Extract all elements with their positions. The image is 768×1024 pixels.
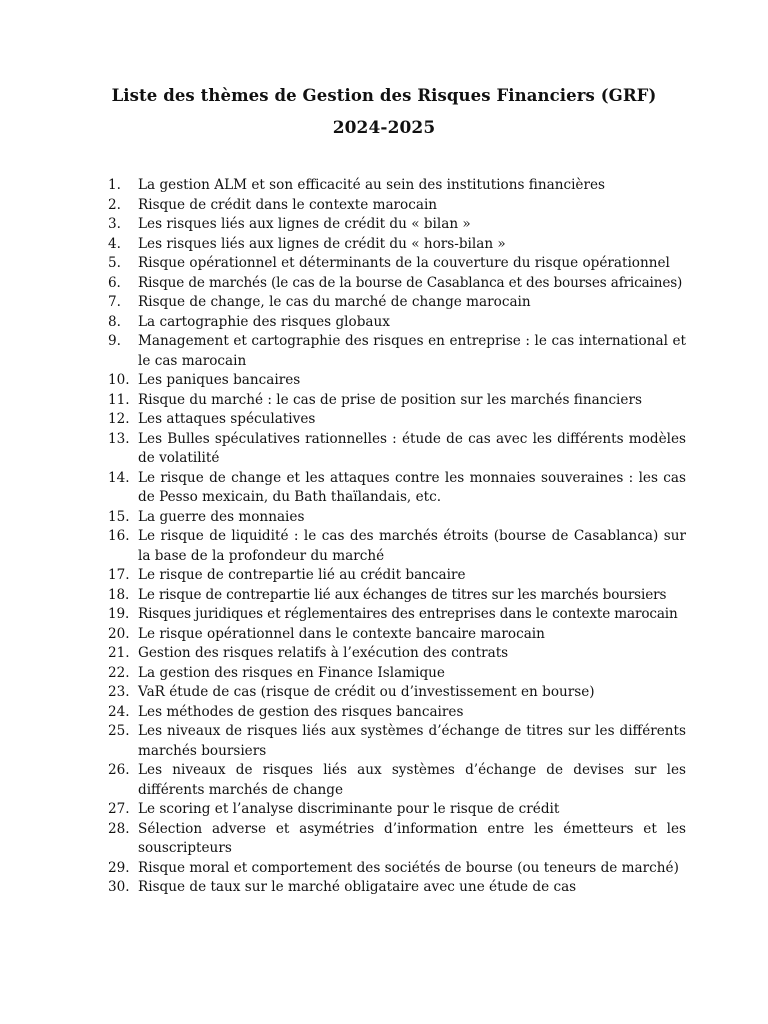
theme-item — [108, 586, 686, 606]
theme-number: 15. — [108, 508, 130, 525]
theme-number: 25. — [108, 723, 130, 739]
theme-item — [108, 391, 686, 411]
theme-number: 22. — [108, 664, 130, 681]
theme-number: 18. — [108, 586, 130, 603]
theme-number: 3. — [108, 216, 121, 232]
theme-text: Risque moral et comportement des sociétés de bourse (ou teneurs de marché) — [138, 859, 679, 876]
theme-number: 17. — [108, 567, 130, 583]
theme-number: 2. — [108, 196, 121, 213]
theme-item — [108, 878, 686, 898]
theme-text: Le scoring et l’analyse discriminante pour le risque de crédit — [138, 801, 560, 817]
document-title: Liste des thèmes de Gestion des Risques Financiers (GRF) — [111, 86, 657, 105]
theme-item — [108, 859, 686, 879]
theme-item — [108, 508, 686, 528]
theme-text: Risques juridiques et réglementaires des entreprises dans le contexte marocain — [138, 606, 678, 622]
theme-item — [108, 235, 686, 255]
theme-text: Les niveaux de risques liés aux systèmes d’échange de titres sur les différents marchés boursiers — [138, 723, 686, 759]
theme-text: Les niveaux de risques liés aux systèmes d’échange de devises sur les différents marchés de change — [138, 762, 686, 798]
theme-item — [108, 625, 686, 645]
theme-number: 21. — [108, 645, 130, 661]
theme-number: 1. — [108, 177, 121, 193]
theme-item — [108, 703, 686, 723]
theme-item — [108, 371, 686, 391]
theme-item — [108, 566, 686, 586]
theme-number: 30. — [108, 879, 130, 895]
theme-item — [108, 215, 686, 235]
theme-item — [108, 430, 686, 469]
theme-text: Risque opérationnel et déterminants de la couverture du risque opérationnel — [138, 255, 670, 271]
theme-number: 6. — [108, 274, 121, 291]
theme-number: 5. — [108, 255, 121, 271]
theme-item — [108, 527, 686, 566]
theme-text: Les risques liés aux lignes de crédit du « hors-bilan » — [138, 235, 506, 252]
theme-item — [108, 605, 686, 625]
theme-item — [108, 469, 686, 508]
theme-item — [108, 664, 686, 684]
theme-text: Risque de change, le cas du marché de change marocain — [138, 294, 531, 310]
theme-text: VaR étude de cas (risque de crédit ou d’investissement en bourse) — [138, 684, 595, 700]
theme-item — [108, 196, 686, 216]
theme-item — [108, 800, 686, 820]
theme-number: 4. — [108, 235, 121, 252]
theme-item — [108, 683, 686, 703]
theme-text: Gestion des risques relatifs à l’exécution des contrats — [138, 645, 509, 661]
theme-text: Sélection adverse et asymétries d’information entre les émetteurs et les souscripteurs — [138, 820, 686, 856]
theme-text: Le risque de contrepartie lié au crédit bancaire — [138, 567, 466, 583]
theme-number: 10. — [108, 372, 130, 388]
theme-item — [108, 761, 686, 800]
theme-number: 7. — [108, 294, 121, 310]
theme-number: 11. — [108, 391, 130, 408]
theme-number: 26. — [108, 762, 130, 778]
theme-item — [108, 313, 686, 333]
theme-number: 12. — [108, 411, 130, 427]
theme-text: Les attaques spéculatives — [138, 411, 316, 427]
theme-text: Le risque de liquidité : le cas des marchés étroits (bourse de Casablanca) sur la base de la profondeur du marché — [138, 528, 686, 564]
theme-number: 20. — [108, 625, 130, 642]
theme-text: Risque de taux sur le marché obligataire avec une étude de cas — [138, 879, 577, 895]
theme-item — [108, 293, 686, 313]
theme-text: Risque du marché : le cas de prise de position sur les marchés financiers — [138, 391, 642, 408]
theme-text: Les risques liés aux lignes de crédit du « bilan » — [138, 216, 471, 232]
theme-item — [108, 820, 686, 859]
theme-text: Les paniques bancaires — [138, 372, 301, 388]
theme-text: Le risque de change et les attaques contre les monnaies souveraines : les cas de Pesso mexicain, du Bath thaïlandais, etc. — [138, 469, 686, 505]
document-year: 2024-2025 — [332, 118, 436, 138]
theme-item — [108, 274, 686, 294]
theme-text: Les Bulles spéculatives rationnelles : étude de cas avec les différents modèles de volatilité — [138, 430, 686, 466]
theme-number: 23. — [108, 684, 130, 700]
theme-text: La cartographie des risques globaux — [138, 313, 390, 330]
theme-number: 16. — [108, 528, 130, 544]
theme-text: La guerre des monnaies — [138, 508, 305, 525]
theme-number: 8. — [108, 313, 121, 330]
theme-item — [108, 722, 686, 761]
theme-number: 19. — [108, 606, 130, 622]
theme-number: 9. — [108, 333, 121, 349]
theme-text: La gestion ALM et son efficacité au sein des institutions financières — [138, 177, 605, 193]
theme-item — [108, 176, 686, 196]
theme-text: Le risque de contrepartie lié aux échanges de titres sur les marchés boursiers — [138, 586, 667, 603]
theme-text: Les méthodes de gestion des risques bancaires — [138, 703, 464, 720]
theme-number: 24. — [108, 703, 130, 720]
theme-item — [108, 332, 686, 371]
theme-number: 29. — [108, 859, 130, 876]
theme-item — [108, 410, 686, 430]
theme-number: 28. — [108, 820, 130, 837]
theme-text: Management et cartographie des risques en entreprise : le cas international et le cas marocain — [138, 333, 686, 369]
theme-text: Le risque opérationnel dans le contexte bancaire marocain — [138, 625, 545, 642]
theme-number: 14. — [108, 469, 130, 486]
theme-item — [108, 644, 686, 664]
theme-item — [108, 254, 686, 274]
theme-text: La gestion des risques en Finance Islamique — [138, 664, 445, 681]
theme-text: Risque de crédit dans le contexte marocain — [138, 196, 438, 213]
theme-list — [108, 176, 686, 898]
theme-number: 27. — [108, 801, 130, 817]
theme-number: 13. — [108, 430, 130, 447]
theme-text: Risque de marchés (le cas de la bourse de Casablanca et des bourses africaines) — [138, 274, 683, 291]
